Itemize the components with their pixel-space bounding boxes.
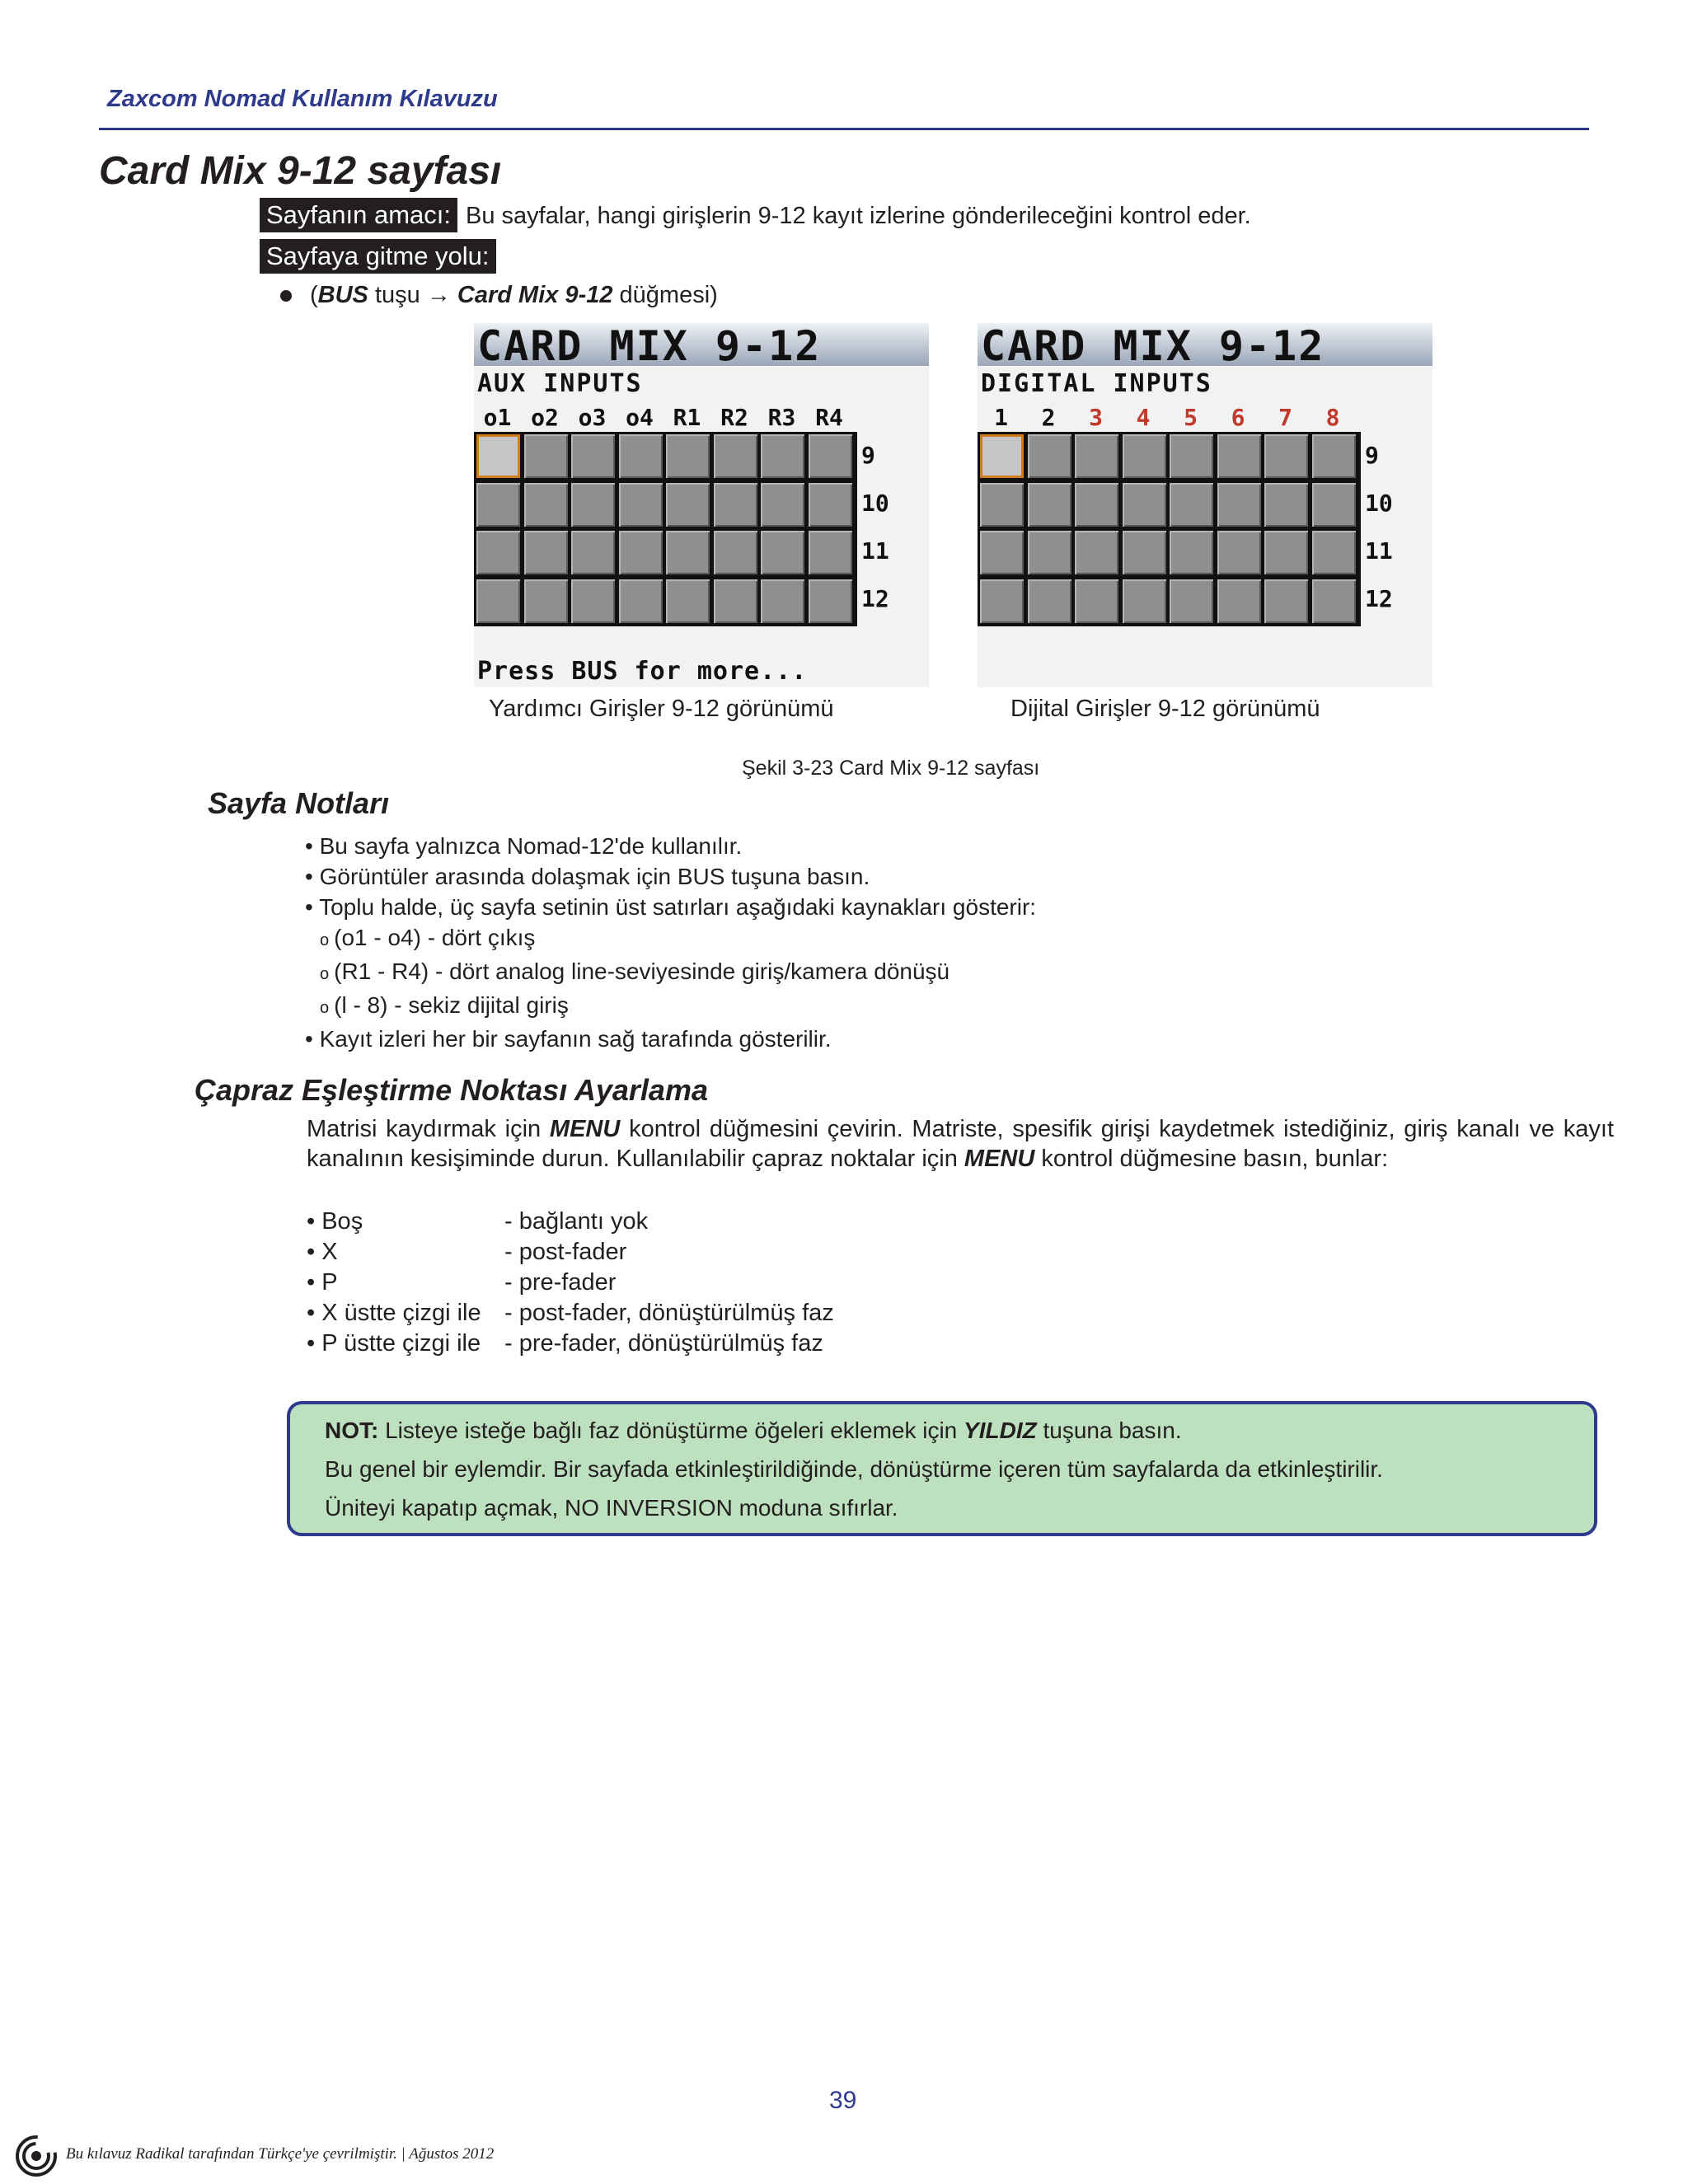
arrow-right-icon: → xyxy=(426,282,451,308)
sub-list-item: o (o1 - o4) - dört çıkış xyxy=(320,925,536,950)
column-header: 8 xyxy=(1325,404,1340,431)
row-label: 12 xyxy=(1365,585,1393,612)
option-row: • P üstte çizgi ile xyxy=(307,1330,481,1357)
purpose-row xyxy=(260,198,1251,232)
crosspoint-cell[interactable] xyxy=(619,579,663,623)
digital-screen-caption: Dijital Girişler 9-12 görünümü xyxy=(1010,696,1320,722)
column-header: 3 xyxy=(1089,404,1103,431)
column-header: o2 xyxy=(531,404,559,431)
page-number: 39 xyxy=(829,2087,857,2114)
crosspoint-cell[interactable] xyxy=(1264,434,1308,478)
crosspoint-cell[interactable] xyxy=(1028,434,1071,478)
selected-crosspoint-cell[interactable] xyxy=(980,434,1024,478)
column-header: o4 xyxy=(626,404,654,431)
digital-inputs-screen xyxy=(978,323,1432,687)
crosspoint-cell[interactable] xyxy=(980,579,1024,623)
sub-bullet-marker: o xyxy=(320,999,330,1017)
note-line: Üniteyi kapatıp açmak, NO INVERSION moduna sıfırlar. xyxy=(325,1495,898,1521)
crosspoint-cell[interactable] xyxy=(761,579,804,623)
column-header: 6 xyxy=(1231,404,1245,431)
crosspoint-cell[interactable] xyxy=(1217,579,1261,623)
figure-caption: Şekil 3-23 Card Mix 9-12 sayfası xyxy=(742,757,1040,780)
sub-bullet-marker: o xyxy=(320,965,330,983)
crosspoint-cell[interactable] xyxy=(809,483,852,527)
column-header: 7 xyxy=(1278,404,1292,431)
crosspoint-cell[interactable] xyxy=(1170,579,1213,623)
option-desc: - pre-fader, dönüştürülmüş faz xyxy=(504,1330,823,1357)
crosspoint-cell[interactable] xyxy=(761,531,804,574)
column-header: R3 xyxy=(767,404,796,431)
list-item: • Toplu halde, üç sayfa setinin üst satırları aşağıdaki kaynakları gösterir: xyxy=(305,894,1037,920)
crosspoint-cell[interactable] xyxy=(1217,483,1261,527)
crosspoint-heading: Çapraz Eşleştirme Noktası Ayarlama xyxy=(195,1073,708,1107)
bullet-icon xyxy=(280,290,292,302)
row-label: 11 xyxy=(861,537,889,565)
press-bus-hint: Press BUS for more... xyxy=(477,657,808,686)
crosspoint-grid[interactable] xyxy=(978,432,1361,626)
note-label: NOT: xyxy=(325,1418,379,1443)
screen-subtitle: AUX INPUTS xyxy=(477,369,643,398)
nav-open: ( xyxy=(310,282,318,308)
sub-bullet-marker: o xyxy=(320,931,330,949)
crosspoint-cell[interactable] xyxy=(571,531,615,574)
sub-list-item: o (R1 - R4) - dört analog line-seviyesinde giriş/kamera dönüşü xyxy=(320,958,950,984)
note-callout xyxy=(287,1401,1597,1536)
list-item: • Kayıt izleri her bir sayfanın sağ tarafında gösterilir. xyxy=(305,1026,832,1052)
option-row: • X xyxy=(307,1239,338,1265)
crosspoint-cell[interactable] xyxy=(571,579,615,623)
column-header: o1 xyxy=(483,404,512,431)
crosspoint-cell[interactable] xyxy=(1312,579,1356,623)
crosspoint-cell[interactable] xyxy=(476,579,520,623)
crosspoint-cell[interactable] xyxy=(1170,434,1213,478)
crosspoint-cell[interactable] xyxy=(666,579,710,623)
purpose-label: Sayfanın amacı: xyxy=(260,198,457,232)
crosspoint-cell[interactable] xyxy=(1217,531,1261,574)
purpose-text: Bu sayfalar, hangi girişlerin 9-12 kayıt izlerine gönderileceğini kontrol eder. xyxy=(466,203,1251,229)
card-mix-button-label: Card Mix 9-12 xyxy=(457,282,613,308)
menu-key: MENU xyxy=(964,1146,1035,1172)
option-row: • Boş xyxy=(307,1208,363,1235)
crosspoint-cell[interactable] xyxy=(714,434,757,478)
crosspoint-cell[interactable] xyxy=(1075,483,1118,527)
crosspoint-cell[interactable] xyxy=(1264,531,1308,574)
selected-crosspoint-cell[interactable] xyxy=(476,434,520,478)
crosspoint-cell[interactable] xyxy=(1170,531,1213,574)
crosspoint-cell[interactable] xyxy=(809,579,852,623)
crosspoint-cell[interactable] xyxy=(1264,579,1308,623)
crosspoint-cell[interactable] xyxy=(1123,434,1166,478)
notes-list xyxy=(305,831,1459,1054)
screen-title: CARD MIX 9-12 xyxy=(477,322,822,370)
option-row: • P xyxy=(307,1269,338,1296)
column-header: 5 xyxy=(1184,404,1198,431)
crosspoint-cell[interactable] xyxy=(980,531,1024,574)
aux-inputs-screen xyxy=(474,323,929,687)
option-desc: - bağlantı yok xyxy=(504,1208,649,1235)
crosspoint-cell[interactable] xyxy=(714,579,757,623)
crosspoint-cell[interactable] xyxy=(619,434,663,478)
crosspoint-cell[interactable] xyxy=(1170,483,1213,527)
header-divider xyxy=(99,128,1589,130)
option-row: • X üstte çizgi ile xyxy=(307,1300,481,1326)
row-label: 9 xyxy=(1365,442,1379,469)
star-key: YILDIZ xyxy=(964,1418,1037,1443)
list-item: • Görüntüler arasında dolaşmak için BUS tuşuna basın. xyxy=(305,864,870,889)
crosspoint-cell[interactable] xyxy=(666,531,710,574)
crosspoint-cell[interactable] xyxy=(666,483,710,527)
nav-button-suffix: düğmesi) xyxy=(612,282,718,308)
aux-screen-caption: Yardımcı Girişler 9-12 görünümü xyxy=(489,696,834,722)
screen-subtitle: DIGITAL INPUTS xyxy=(981,369,1212,398)
crosspoint-cell[interactable] xyxy=(571,483,615,527)
menu-key: MENU xyxy=(549,1116,621,1142)
crosspoint-cell[interactable] xyxy=(476,483,520,527)
crosspoint-cell[interactable] xyxy=(619,531,663,574)
crosspoint-cell[interactable] xyxy=(1028,483,1071,527)
crosspoint-cell[interactable] xyxy=(1217,434,1261,478)
crosspoint-cell[interactable] xyxy=(1123,579,1166,623)
crosspoint-cell[interactable] xyxy=(571,434,615,478)
nav-key-suffix: tuşu xyxy=(368,282,427,308)
note-line: Bu genel bir eylemdir. Bir sayfada etkinleştirildiğinde, dönüştürme içeren tüm sayfalarda da etkinleştirilir. xyxy=(325,1456,1383,1482)
row-label: 10 xyxy=(1365,490,1393,517)
crosspoint-cell[interactable] xyxy=(1075,434,1118,478)
screen-title: CARD MIX 9-12 xyxy=(981,322,1325,370)
option-desc: - pre-fader xyxy=(504,1269,617,1296)
crosspoint-cell[interactable] xyxy=(761,483,804,527)
crosspoint-cell[interactable] xyxy=(619,483,663,527)
note-line: NOT: Listeye isteğe bağlı faz dönüştürme öğeleri eklemek için YILDIZ tuşuna basın. xyxy=(325,1418,1182,1443)
crosspoint-cell[interactable] xyxy=(476,531,520,574)
page-title: Card Mix 9-12 sayfası xyxy=(99,149,502,193)
footer-credit: Bu kılavuz Radikal tarafından Türkçe'ye çevrilmiştir. | Ağustos 2012 xyxy=(66,2145,495,2163)
notes-heading: Sayfa Notları xyxy=(208,786,390,820)
row-label: 12 xyxy=(861,585,889,612)
column-header: R4 xyxy=(815,404,843,431)
crosspoint-cell[interactable] xyxy=(524,531,568,574)
navigation-step xyxy=(280,280,718,311)
row-label: 10 xyxy=(861,490,889,517)
crosspoint-cell[interactable] xyxy=(1264,483,1308,527)
crosspoint-cell[interactable] xyxy=(1312,531,1356,574)
navigation-row xyxy=(260,239,496,274)
column-header: R1 xyxy=(673,404,701,431)
crosspoint-cell[interactable] xyxy=(714,531,757,574)
row-label: 11 xyxy=(1365,537,1393,565)
crosspoint-cell[interactable] xyxy=(1123,531,1166,574)
crosspoint-cell[interactable] xyxy=(1123,483,1166,527)
column-header: 1 xyxy=(994,404,1008,431)
row-label: 9 xyxy=(861,442,875,469)
column-header: 4 xyxy=(1136,404,1151,431)
crosspoint-cell[interactable] xyxy=(1312,483,1356,527)
column-header: R2 xyxy=(720,404,748,431)
option-desc: - post-fader, dönüştürülmüş faz xyxy=(504,1300,834,1326)
crosspoint-cell[interactable] xyxy=(524,483,568,527)
crosspoint-cell[interactable] xyxy=(714,483,757,527)
crosspoint-cell[interactable] xyxy=(524,579,568,623)
crosspoint-cell[interactable] xyxy=(1028,579,1071,623)
crosspoint-cell[interactable] xyxy=(809,434,852,478)
crosspoint-cell[interactable] xyxy=(524,434,568,478)
crosspoint-cell[interactable] xyxy=(809,531,852,574)
crosspoint-grid[interactable] xyxy=(474,432,857,626)
crosspoint-paragraph: Matrisi kaydırmak için MENU kontrol düğmesini çevirin. Matriste, spesifik girişi kaydetmek istediğiniz, giriş kanalı ve kayıt kanalının kesişiminde durun. Kullanılabilir çapraz noktalar için MENU kontrol düğmesine basın, bunlar: xyxy=(307,1116,1614,1172)
crosspoint-cell[interactable] xyxy=(980,483,1024,527)
option-desc: - post-fader xyxy=(504,1239,627,1265)
navigation-label: Sayfaya gitme yolu: xyxy=(260,239,496,274)
running-header: Zaxcom Nomad Kullanım Kılavuzu xyxy=(107,86,498,112)
radikal-logo-icon xyxy=(15,2135,58,2177)
list-item: • Bu sayfa yalnızca Nomad-12'de kullanılır. xyxy=(305,833,743,859)
crosspoint-cell[interactable] xyxy=(1075,531,1118,574)
crosspoint-cell[interactable] xyxy=(1075,579,1118,623)
crosspoint-cell[interactable] xyxy=(1312,434,1356,478)
sub-list-item: o (l - 8) - sekiz dijital giriş xyxy=(320,992,569,1018)
crosspoint-cell[interactable] xyxy=(1028,531,1071,574)
bus-key: BUS xyxy=(317,282,368,308)
column-header: 2 xyxy=(1041,404,1056,431)
crosspoint-cell[interactable] xyxy=(666,434,710,478)
crosspoint-cell[interactable] xyxy=(761,434,804,478)
column-header: o3 xyxy=(578,404,607,431)
